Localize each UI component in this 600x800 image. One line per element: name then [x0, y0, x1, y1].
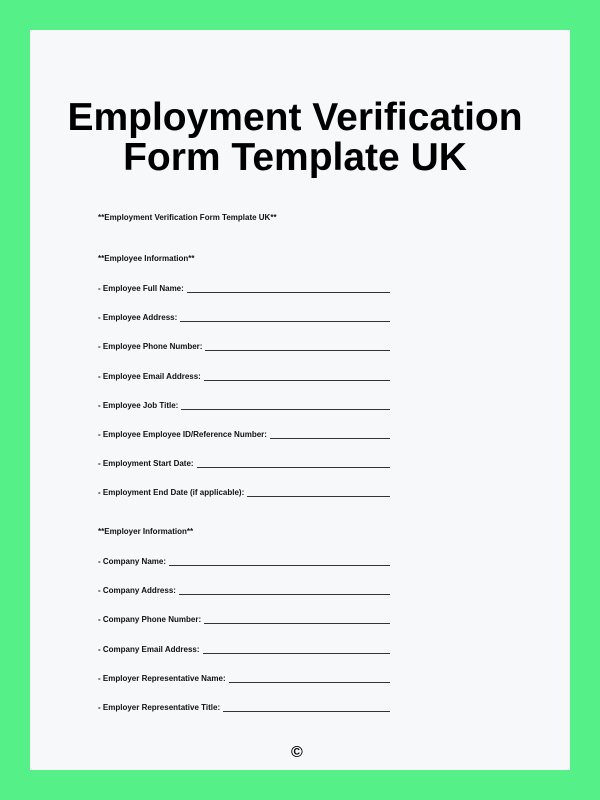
input-line[interactable]: [197, 459, 390, 468]
field-label: - Company Name:: [98, 557, 167, 566]
document-heading: **Employment Verification Form Template UK**: [98, 213, 277, 222]
title-line-2: Form Template UK: [123, 136, 467, 179]
page-title: [0, 98, 590, 178]
input-line[interactable]: [223, 703, 390, 712]
field-label: - Employee Full Name:: [98, 284, 184, 293]
input-line[interactable]: [270, 430, 390, 439]
input-line[interactable]: [187, 284, 390, 293]
field-label: - Employee Phone Number:: [98, 342, 203, 351]
input-line[interactable]: [204, 372, 390, 381]
input-line[interactable]: [229, 674, 390, 683]
employer-section-heading: **Employer Information**: [98, 527, 194, 536]
title-line-1: Employment Verification: [67, 96, 523, 139]
employee-section-heading: **Employee Information**: [98, 254, 195, 263]
field-label: - Company Phone Number:: [98, 615, 202, 624]
field-company-phone[interactable]: [98, 614, 390, 624]
input-line[interactable]: [204, 615, 390, 624]
field-company-email[interactable]: [98, 644, 390, 654]
input-line[interactable]: [247, 488, 390, 497]
input-line[interactable]: [180, 313, 390, 322]
field-employee-full-name[interactable]: [98, 283, 390, 293]
field-label: - Employer Representative Title:: [98, 703, 221, 712]
field-label: - Company Email Address:: [98, 645, 200, 654]
field-representative-name[interactable]: [98, 673, 390, 683]
field-employee-phone[interactable]: [98, 341, 390, 351]
input-line[interactable]: [181, 401, 390, 410]
field-label: - Employee Job Title:: [98, 401, 179, 410]
field-company-name[interactable]: [98, 556, 390, 566]
field-label: - Employer Representative Name:: [98, 674, 226, 683]
field-label: - Employee Email Address:: [98, 372, 201, 381]
field-employee-job-title[interactable]: [98, 400, 390, 410]
field-employment-end-date[interactable]: [98, 487, 390, 497]
field-company-address[interactable]: [98, 585, 390, 595]
field-label: - Employment End Date (if applicable):: [98, 488, 245, 497]
field-label: - Employment Start Date:: [98, 459, 194, 468]
field-employee-email[interactable]: [98, 371, 390, 381]
field-employee-id[interactable]: [98, 429, 390, 439]
field-label: - Employee Address:: [98, 313, 178, 322]
input-line[interactable]: [179, 586, 390, 595]
copyright-icon: ©: [291, 744, 303, 761]
input-line[interactable]: [203, 645, 390, 654]
input-line[interactable]: [169, 557, 390, 566]
field-employment-start-date[interactable]: [98, 458, 390, 468]
field-representative-title[interactable]: [98, 702, 390, 712]
field-label: - Company Address:: [98, 586, 176, 595]
field-employee-address[interactable]: [98, 312, 390, 322]
field-label: - Employee Employee ID/Reference Number:: [98, 430, 267, 439]
input-line[interactable]: [205, 342, 390, 351]
